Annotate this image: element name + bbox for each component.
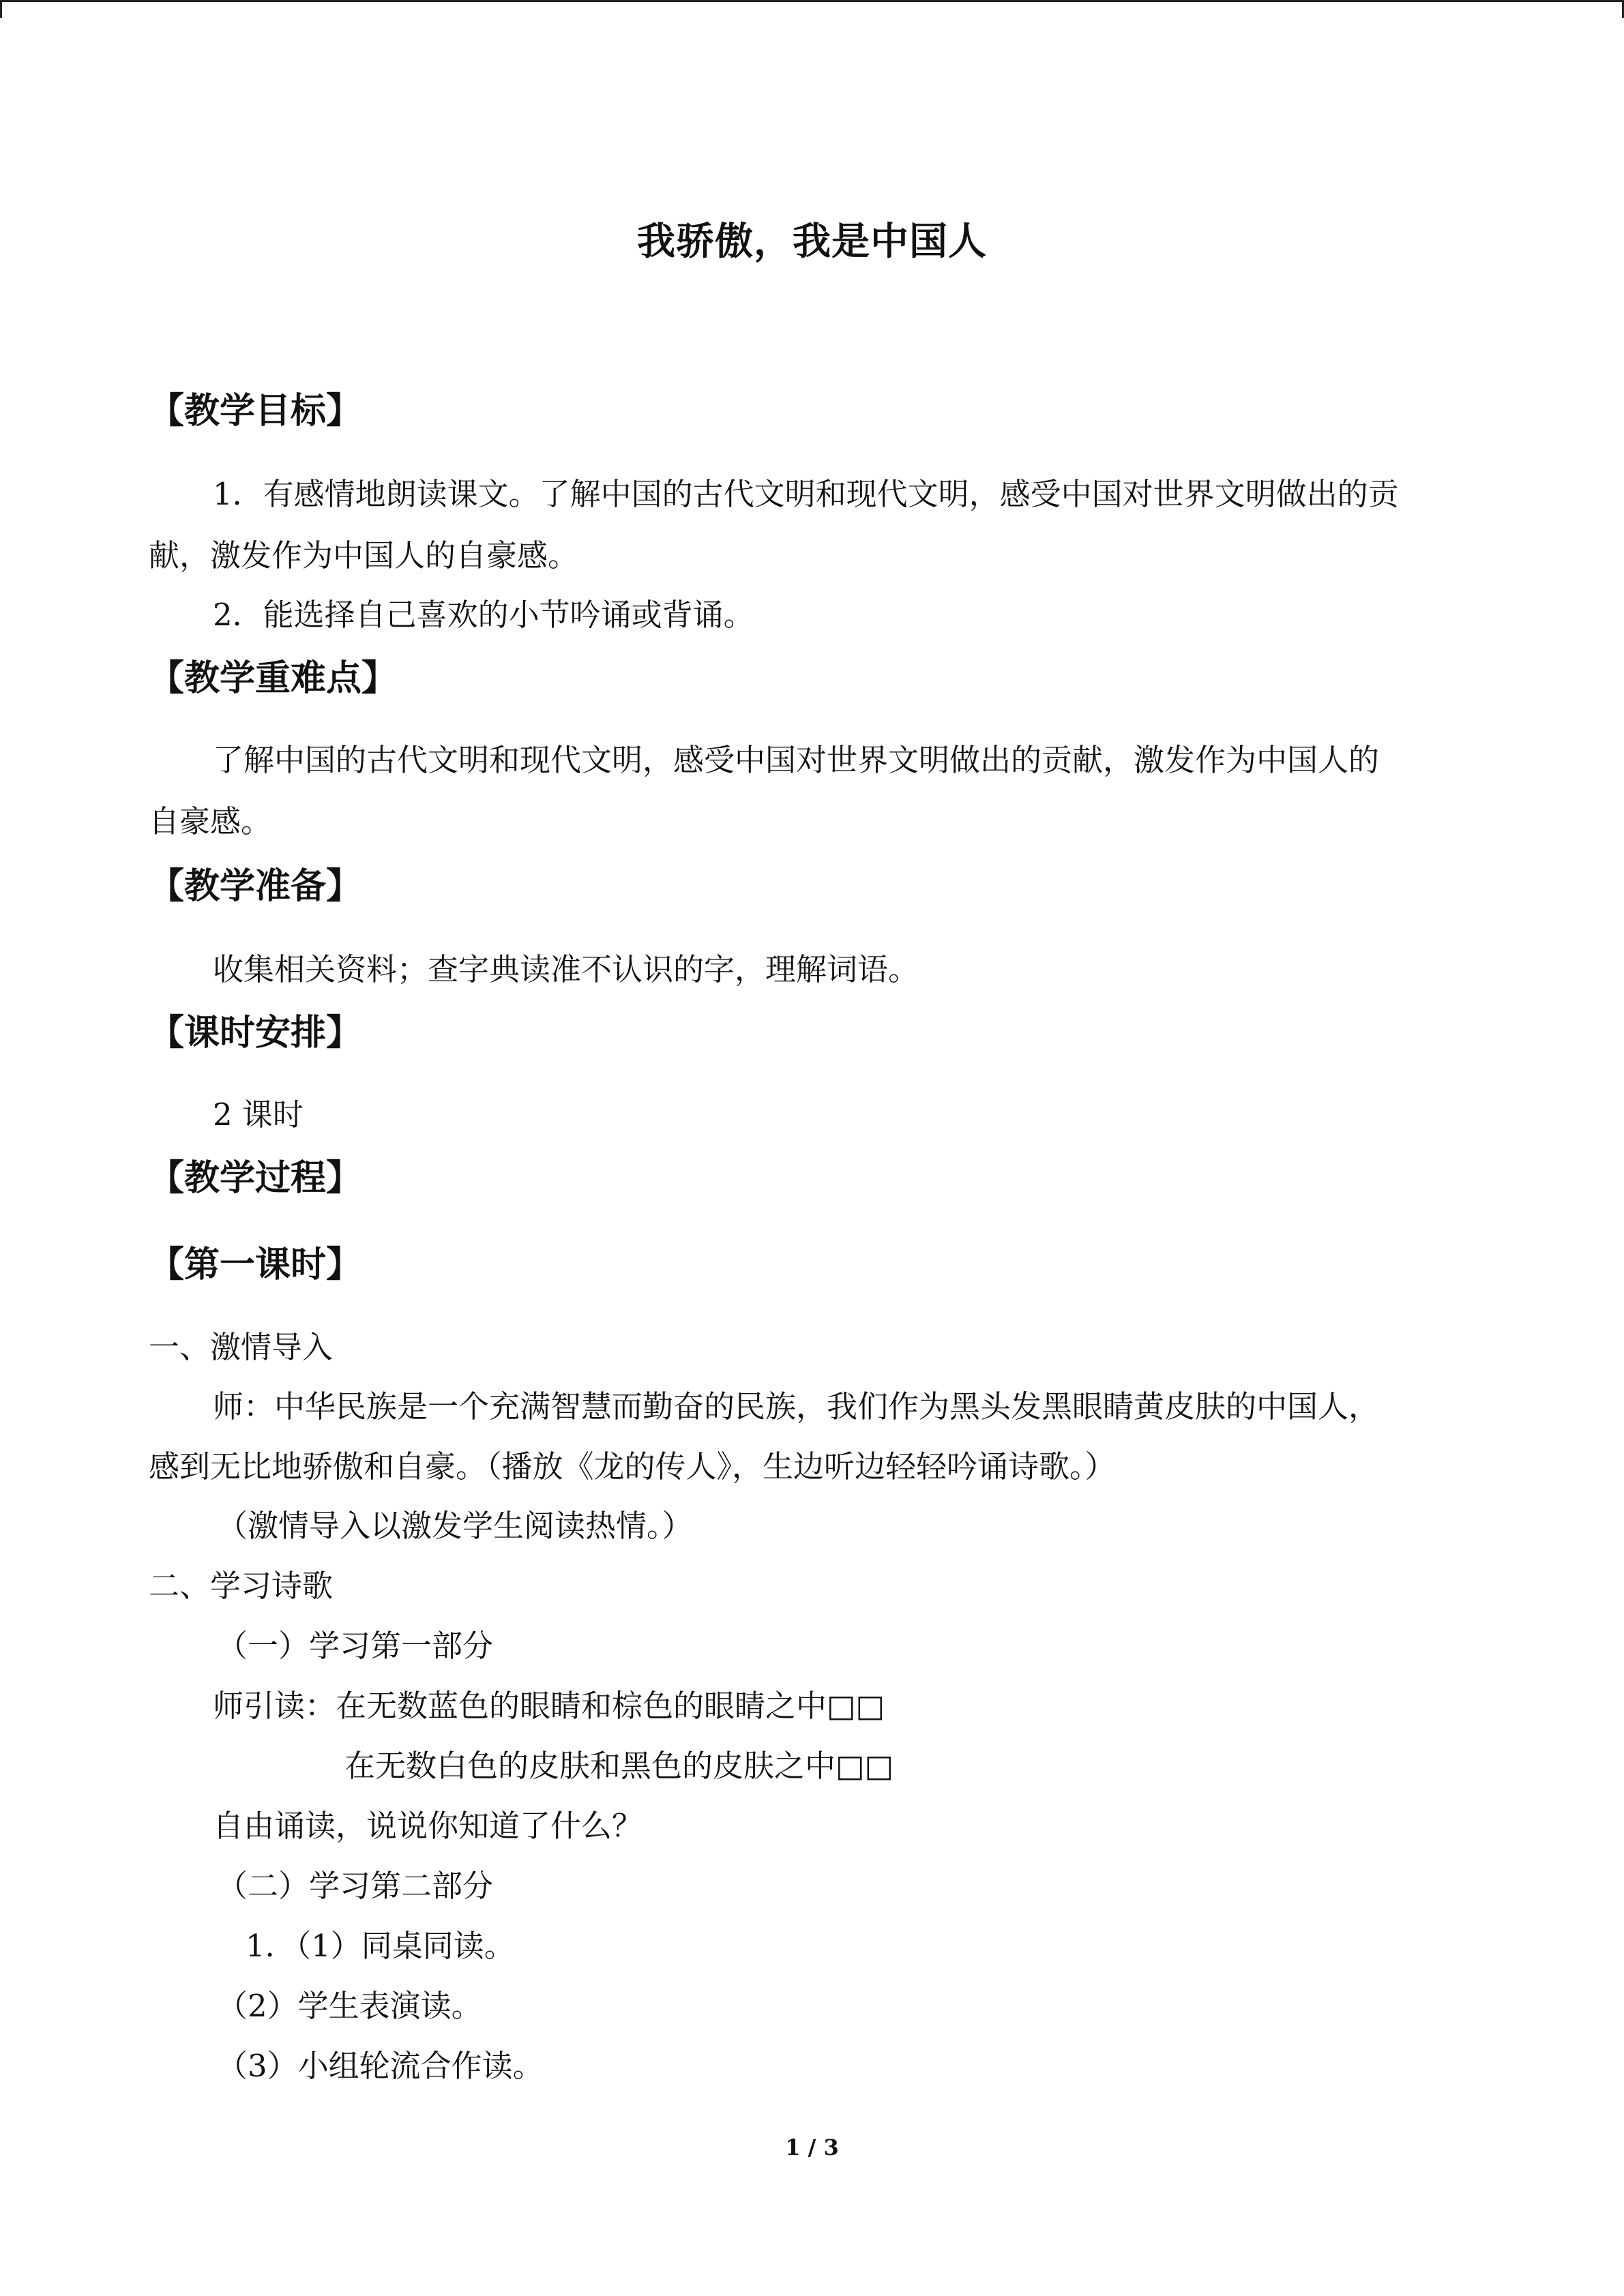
- step-1: 1．（1）同桌同读。: [246, 1928, 515, 1964]
- preparation-line: 收集相关资料；查字典读准不认识的字，理解词语。: [213, 951, 919, 987]
- part-1-title: 一、激情导入: [149, 1329, 334, 1365]
- free-read-line: 自由诵读，说说你知道了什么？: [213, 1808, 643, 1844]
- teacher-read-line-1: 师引读：在无数蓝色的眼睛和棕色的眼睛之中□□: [213, 1688, 885, 1724]
- page-number: 1 / 3: [785, 2134, 839, 2160]
- heading-schedule: 【课时安排】: [149, 1013, 362, 1054]
- key-points-line-2: 自豪感。: [149, 803, 272, 839]
- heading-lesson-1: 【第一课时】: [149, 1244, 362, 1285]
- sub-section-1-title: （一）学习第一部分: [217, 1628, 494, 1664]
- goal-1-line-1: 1．有感情地朗读课文。了解中国的古代文明和现代文明，感受中国对世界文明做出的贡: [213, 476, 1399, 512]
- step-3: （3）小组轮流合作读。: [217, 2048, 544, 2084]
- sub-section-2-title: （二）学习第二部分: [217, 1868, 494, 1904]
- teacher-read-line-2: 在无数白色的皮肤和黑色的皮肤之中□□: [344, 1748, 894, 1784]
- part-2-title: 二、学习诗歌: [149, 1568, 334, 1604]
- key-points-line-1: 了解中国的古代文明和现代文明，感受中国对世界文明做出的贡献，激发作为中国人的: [213, 742, 1380, 778]
- schedule-line: 2 课时: [213, 1097, 304, 1133]
- document-title: 我骄傲，我是中国人: [637, 219, 987, 264]
- part-1-note: （激情导入以激发学生阅读热情。）: [217, 1508, 693, 1544]
- step-2: （2）学生表演读。: [217, 1988, 482, 2024]
- part-1-line-1: 师：中华民族是一个充满智慧而勤奋的民族，我们作为黑头发黑眼睛黄皮肤的中国人，: [213, 1388, 1380, 1425]
- heading-process: 【教学过程】: [149, 1158, 362, 1199]
- part-1-line-2: 感到无比地骄傲和自豪。（播放《龙的传人》，生边听边轻轻吟诵诗歌。）: [149, 1448, 1116, 1485]
- goal-2: 2．能选择自己喜欢的小节吟诵或背诵。: [213, 597, 754, 633]
- goal-1-line-2: 献，激发作为中国人的自豪感。: [149, 537, 579, 573]
- heading-key-points: 【教学重难点】: [149, 658, 398, 699]
- heading-preparation: 【教学准备】: [149, 866, 362, 907]
- heading-goals: 【教学目标】: [149, 391, 362, 432]
